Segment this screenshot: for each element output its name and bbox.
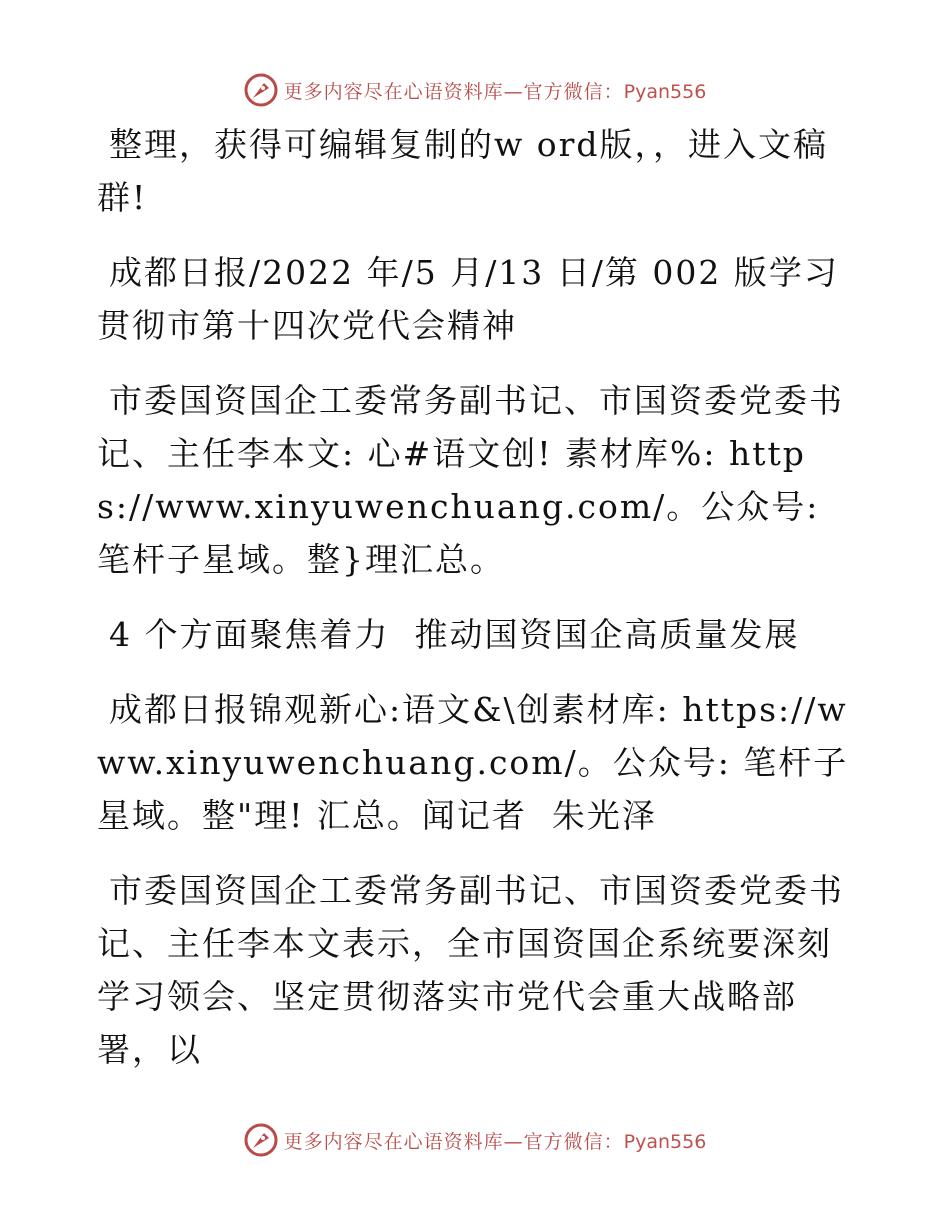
paragraph: 市委国资国企工委常务副书记、市国资委党委书记、主任李本文: 心#语文创! 素材库%: https://www.xinyuwenchuang.com/。公众号: 笔杆子星域。整}理汇总。 — [97, 381, 844, 579]
header-banner — [0, 70, 950, 110]
paragraph: 4 个方面聚焦着力 推动国资国企高质量发展 — [109, 615, 800, 654]
paragraph: 成都日报锦观新心:语文&\创素材库: https://www.xinyuwenchuang.com/。公众号: 笔杆子星域。整"理! 汇总。闻记者 朱光泽 — [97, 690, 849, 835]
paragraph: 整理，获得可编辑复制的w ord版，，进入文稿群! — [97, 125, 829, 217]
banner-text: 更多内容尽在心语资料库—官方微信：Pyan556 — [283, 80, 707, 103]
footer-banner — [0, 1120, 950, 1160]
pen-nib-logo-icon — [244, 1123, 278, 1157]
banner-handle: Pyan556 — [623, 80, 707, 103]
pen-nib-logo-icon — [244, 73, 278, 107]
document-body — [97, 118, 857, 1098]
banner-text: 更多内容尽在心语资料库—官方微信：Pyan556 — [283, 1130, 707, 1153]
paragraph: 市委国资国企工委常务副书记、市国资委党委书记、主任李本文表示，全市国资国企系统要深刻学习领会、坚定贯彻落实市党代会重大战略部署，以 — [97, 871, 844, 1069]
paragraph: 成都日报/2022 年/5 月/13 日/第 002 版学习贯彻市第十四次党代会精神 — [97, 253, 839, 345]
banner-handle: Pyan556 — [623, 1130, 707, 1153]
